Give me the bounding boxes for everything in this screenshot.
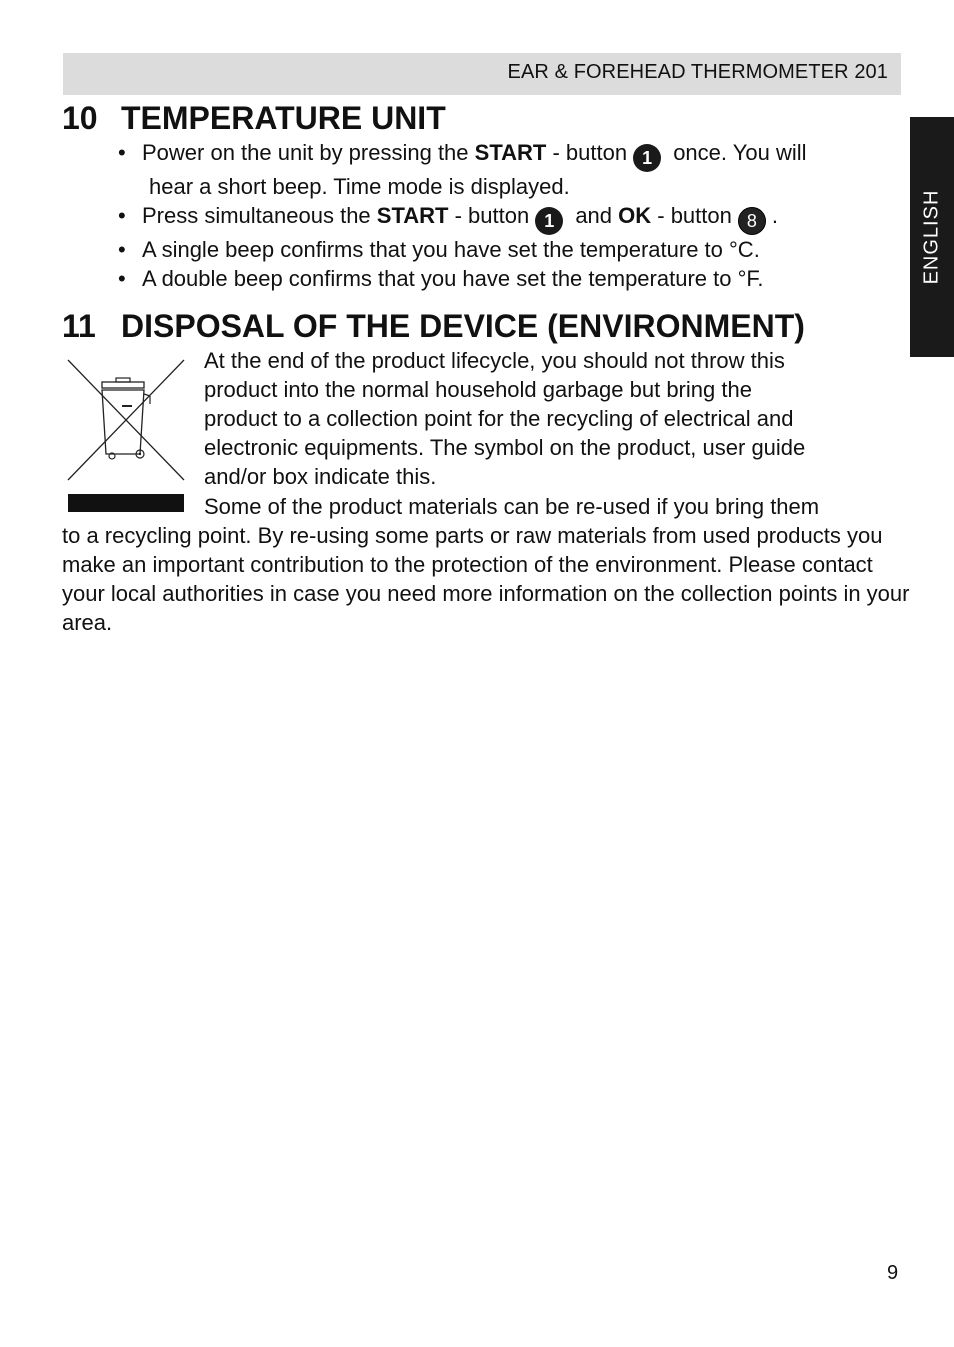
section-10-heading (62, 100, 446, 136)
bullet-dot: • (118, 203, 126, 228)
button-8-icon: 8 (738, 207, 766, 235)
bullet-press-simultaneous: • Press simultaneous the START - button 1 and OK - button 8 . (118, 201, 807, 235)
section-11-title: DISPOSAL OF THE DEVICE (ENVIRONMENT) (121, 308, 805, 344)
bullet-dot: • (118, 237, 126, 262)
bullet-single-beep: • A single beep confirms that you have set the temperature to °C. (118, 237, 760, 262)
bullet-dot: • (118, 266, 126, 291)
language-tab-label: ENGLISH (920, 189, 943, 285)
language-tab (910, 117, 954, 357)
section-10-number: 10 (62, 100, 98, 136)
crossed-out-bin-icon (66, 358, 186, 514)
bullet-double-beep: • A double beep confirms that you have set the temperature to °F. (118, 266, 764, 291)
button-1-icon: 1 (535, 207, 563, 235)
recycling-paragraph: Some of the product materials can be re-used if you bring them to a recycling point. By re-using some parts or raw materials from used products you make an important contribution to the protection of the environment. Please contact your local authorities in case you need more information on the collection points in your area. (62, 494, 910, 635)
header-title: EAR & FOREHEAD THERMOMETER 201 (507, 61, 888, 83)
disposal-paragraph: At the end of the product lifecycle, you should not throw this product into the normal household garbage but bring the product to a collection point for the recycling of electrical and electronic equipments. The symbol on the product, user guide and/or box indicate this. (204, 348, 806, 489)
start-label: START (474, 140, 547, 165)
ok-label: OK (618, 203, 652, 228)
start-label: START (376, 203, 449, 228)
section-10-title: TEMPERATURE UNIT (121, 100, 446, 136)
header-bar (63, 53, 901, 95)
section-11-heading (62, 308, 805, 344)
section-10-bullets (118, 138, 807, 293)
bullet-dot: • (118, 140, 126, 165)
section-11-number: 11 (62, 308, 96, 344)
page-number: 9 (887, 1262, 899, 1284)
bullet-power-on: • Power on the unit by pressing the START - button 1 once. You will hear a short beep. Time mode is displayed. (118, 140, 807, 199)
button-1-icon: 1 (633, 144, 661, 172)
